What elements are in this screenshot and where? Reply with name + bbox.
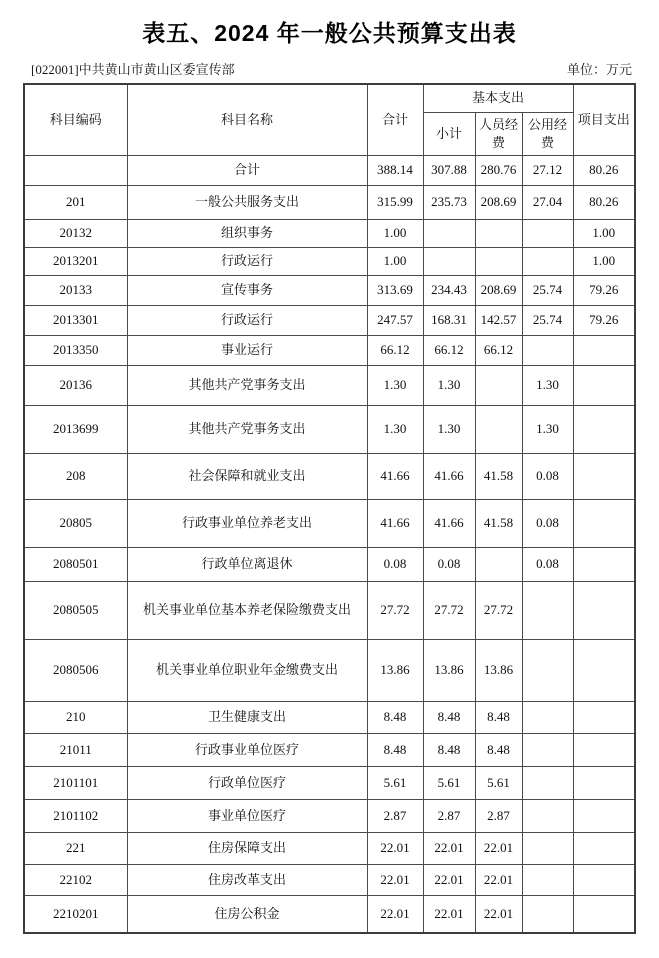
cell-subject-code: 221 xyxy=(24,832,127,864)
cell-subject-name: 其他共产党事务支出 xyxy=(127,365,367,405)
cell-subject-name: 行政单位医疗 xyxy=(127,766,367,799)
cell-public-funds: 1.30 xyxy=(522,365,573,405)
table-row xyxy=(24,639,635,701)
cell-personnel-funds xyxy=(475,219,522,247)
cell-personnel-funds: 208.69 xyxy=(475,185,522,219)
cell-subtotal: 27.72 xyxy=(423,581,475,639)
cell-personnel-funds: 13.86 xyxy=(475,639,522,701)
cell-subject-code: 2080506 xyxy=(24,639,127,701)
cell-project-expenditure xyxy=(573,895,635,933)
cell-subtotal xyxy=(423,247,475,275)
header-project-expenditure: 项目支出 xyxy=(573,84,635,155)
cell-personnel-funds: 22.01 xyxy=(475,864,522,895)
cell-subtotal: 22.01 xyxy=(423,864,475,895)
table-row xyxy=(24,799,635,832)
cell-subtotal: 234.43 xyxy=(423,275,475,305)
cell-public-funds xyxy=(522,581,573,639)
cell-project-expenditure xyxy=(573,335,635,365)
cell-total: 66.12 xyxy=(367,335,423,365)
table-body xyxy=(24,155,635,933)
cell-total: 2.87 xyxy=(367,799,423,832)
cell-subject-name: 住房公积金 xyxy=(127,895,367,933)
cell-project-expenditure xyxy=(573,799,635,832)
cell-public-funds xyxy=(522,832,573,864)
cell-subject-name: 事业运行 xyxy=(127,335,367,365)
cell-public-funds: 1.30 xyxy=(522,405,573,453)
header-subject-name: 科目名称 xyxy=(127,84,367,155)
cell-personnel-funds: 8.48 xyxy=(475,701,522,733)
cell-total: 0.08 xyxy=(367,547,423,581)
cell-total: 41.66 xyxy=(367,499,423,547)
cell-total: 313.69 xyxy=(367,275,423,305)
cell-public-funds: 25.74 xyxy=(522,305,573,335)
table-row xyxy=(24,832,635,864)
cell-subject-code: 2080501 xyxy=(24,547,127,581)
table-row xyxy=(24,335,635,365)
cell-public-funds: 27.04 xyxy=(522,185,573,219)
cell-total: 22.01 xyxy=(367,864,423,895)
header-subject-code: 科目编码 xyxy=(24,84,127,155)
cell-subtotal: 22.01 xyxy=(423,895,475,933)
table-row xyxy=(24,275,635,305)
cell-personnel-funds: 22.01 xyxy=(475,895,522,933)
cell-total: 1.30 xyxy=(367,365,423,405)
cell-project-expenditure: 1.00 xyxy=(573,247,635,275)
cell-total: 13.86 xyxy=(367,639,423,701)
cell-total: 247.57 xyxy=(367,305,423,335)
table-row xyxy=(24,305,635,335)
cell-public-funds xyxy=(522,799,573,832)
cell-project-expenditure: 1.00 xyxy=(573,219,635,247)
table-row xyxy=(24,247,635,275)
cell-subtotal: 0.08 xyxy=(423,547,475,581)
cell-subtotal: 307.88 xyxy=(423,155,475,185)
cell-subtotal: 5.61 xyxy=(423,766,475,799)
cell-personnel-funds xyxy=(475,365,522,405)
cell-total: 22.01 xyxy=(367,832,423,864)
cell-subject-name: 卫生健康支出 xyxy=(127,701,367,733)
header-personnel-funds: 人员经费 xyxy=(475,112,522,155)
cell-project-expenditure xyxy=(573,405,635,453)
cell-subject-name: 一般公共服务支出 xyxy=(127,185,367,219)
org-code-name: [022001]中共黄山市黄山区委宣传部 xyxy=(31,62,235,77)
cell-subtotal: 8.48 xyxy=(423,701,475,733)
cell-project-expenditure xyxy=(573,581,635,639)
cell-personnel-funds: 280.76 xyxy=(475,155,522,185)
cell-subject-name: 行政事业单位养老支出 xyxy=(127,499,367,547)
cell-project-expenditure xyxy=(573,864,635,895)
cell-subject-code: 2013699 xyxy=(24,405,127,453)
table-row xyxy=(24,895,635,933)
cell-subtotal: 41.66 xyxy=(423,499,475,547)
table-row xyxy=(24,405,635,453)
page-title: 表五、2024 年一般公共预算支出表 xyxy=(142,20,517,46)
cell-subject-name: 其他共产党事务支出 xyxy=(127,405,367,453)
cell-public-funds xyxy=(522,766,573,799)
cell-project-expenditure xyxy=(573,832,635,864)
table-row xyxy=(24,864,635,895)
table-row xyxy=(24,219,635,247)
cell-subject-code: 20132 xyxy=(24,219,127,247)
cell-personnel-funds: 41.58 xyxy=(475,499,522,547)
cell-subject-name: 事业单位医疗 xyxy=(127,799,367,832)
table-row xyxy=(24,547,635,581)
cell-total: 388.14 xyxy=(367,155,423,185)
cell-subject-code: 20133 xyxy=(24,275,127,305)
cell-subtotal: 41.66 xyxy=(423,453,475,499)
cell-subject-name: 合计 xyxy=(127,155,367,185)
cell-personnel-funds: 27.72 xyxy=(475,581,522,639)
cell-subject-code: 22102 xyxy=(24,864,127,895)
cell-subject-code: 2013350 xyxy=(24,335,127,365)
table-row xyxy=(24,766,635,799)
cell-total: 27.72 xyxy=(367,581,423,639)
cell-total: 5.61 xyxy=(367,766,423,799)
cell-subject-code: 210 xyxy=(24,701,127,733)
cell-personnel-funds: 41.58 xyxy=(475,453,522,499)
cell-subject-code: 2210201 xyxy=(24,895,127,933)
cell-project-expenditure xyxy=(573,499,635,547)
cell-subject-name: 组织事务 xyxy=(127,219,367,247)
cell-subject-name: 住房保障支出 xyxy=(127,832,367,864)
cell-subtotal: 1.30 xyxy=(423,405,475,453)
cell-subtotal: 13.86 xyxy=(423,639,475,701)
table-row xyxy=(24,581,635,639)
cell-project-expenditure: 79.26 xyxy=(573,275,635,305)
cell-subject-code: 20805 xyxy=(24,499,127,547)
cell-subject-name: 机关事业单位基本养老保险缴费支出 xyxy=(127,581,367,639)
table-row xyxy=(24,701,635,733)
cell-personnel-funds: 2.87 xyxy=(475,799,522,832)
cell-personnel-funds: 66.12 xyxy=(475,335,522,365)
cell-total: 22.01 xyxy=(367,895,423,933)
cell-project-expenditure: 80.26 xyxy=(573,185,635,219)
cell-personnel-funds: 142.57 xyxy=(475,305,522,335)
cell-project-expenditure xyxy=(573,766,635,799)
cell-subject-code: 208 xyxy=(24,453,127,499)
cell-subject-name: 住房改革支出 xyxy=(127,864,367,895)
cell-personnel-funds xyxy=(475,247,522,275)
cell-total: 8.48 xyxy=(367,733,423,766)
cell-total: 315.99 xyxy=(367,185,423,219)
cell-subject-name: 机关事业单位职业年金缴费支出 xyxy=(127,639,367,701)
cell-public-funds xyxy=(522,247,573,275)
cell-project-expenditure xyxy=(573,701,635,733)
cell-subject-name: 行政事业单位医疗 xyxy=(127,733,367,766)
cell-project-expenditure xyxy=(573,639,635,701)
cell-public-funds: 0.08 xyxy=(522,453,573,499)
table-row xyxy=(24,453,635,499)
cell-public-funds xyxy=(522,335,573,365)
cell-total: 1.00 xyxy=(367,247,423,275)
table-row xyxy=(24,155,635,185)
cell-personnel-funds: 208.69 xyxy=(475,275,522,305)
cell-subject-code: 2013201 xyxy=(24,247,127,275)
cell-subject-code: 21011 xyxy=(24,733,127,766)
cell-total: 1.00 xyxy=(367,219,423,247)
cell-subtotal xyxy=(423,219,475,247)
cell-public-funds: 0.08 xyxy=(522,547,573,581)
cell-personnel-funds xyxy=(475,547,522,581)
cell-total: 8.48 xyxy=(367,701,423,733)
cell-personnel-funds: 22.01 xyxy=(475,832,522,864)
table-row xyxy=(24,365,635,405)
cell-subject-code: 2101102 xyxy=(24,799,127,832)
cell-subject-code: 20136 xyxy=(24,365,127,405)
unit-label: 单位：万元 xyxy=(566,62,632,77)
cell-project-expenditure xyxy=(573,733,635,766)
table-row xyxy=(24,733,635,766)
cell-public-funds: 27.12 xyxy=(522,155,573,185)
cell-public-funds xyxy=(522,219,573,247)
cell-project-expenditure xyxy=(573,547,635,581)
cell-personnel-funds: 5.61 xyxy=(475,766,522,799)
cell-project-expenditure xyxy=(573,453,635,499)
cell-subtotal: 66.12 xyxy=(423,335,475,365)
cell-project-expenditure: 80.26 xyxy=(573,155,635,185)
cell-subject-code: 201 xyxy=(24,185,127,219)
cell-subtotal: 1.30 xyxy=(423,365,475,405)
table-meta-row xyxy=(25,59,634,78)
cell-subtotal: 235.73 xyxy=(423,185,475,219)
cell-public-funds xyxy=(522,701,573,733)
cell-public-funds xyxy=(522,639,573,701)
cell-subject-name: 行政运行 xyxy=(127,305,367,335)
cell-project-expenditure xyxy=(573,365,635,405)
cell-subject-name: 行政运行 xyxy=(127,247,367,275)
header-total: 合计 xyxy=(367,84,423,155)
cell-subtotal: 168.31 xyxy=(423,305,475,335)
cell-personnel-funds xyxy=(475,405,522,453)
header-basic-expenditure-group: 基本支出 xyxy=(423,84,573,112)
cell-personnel-funds: 8.48 xyxy=(475,733,522,766)
budget-expenditure-table xyxy=(23,83,636,934)
cell-total: 1.30 xyxy=(367,405,423,453)
cell-public-funds xyxy=(522,864,573,895)
cell-subject-name: 行政单位离退休 xyxy=(127,547,367,581)
cell-subject-code xyxy=(24,155,127,185)
cell-subtotal: 8.48 xyxy=(423,733,475,766)
cell-subtotal: 22.01 xyxy=(423,832,475,864)
header-public-funds: 公用经费 xyxy=(522,112,573,155)
table-row xyxy=(24,499,635,547)
cell-subtotal: 2.87 xyxy=(423,799,475,832)
cell-public-funds xyxy=(522,733,573,766)
cell-public-funds: 25.74 xyxy=(522,275,573,305)
header-subtotal: 小计 xyxy=(423,112,475,155)
table-row xyxy=(24,185,635,219)
cell-public-funds xyxy=(522,895,573,933)
table-header xyxy=(24,84,635,155)
cell-subject-code: 2080505 xyxy=(24,581,127,639)
cell-public-funds: 0.08 xyxy=(522,499,573,547)
cell-subject-code: 2101101 xyxy=(24,766,127,799)
cell-total: 41.66 xyxy=(367,453,423,499)
cell-subject-name: 宣传事务 xyxy=(127,275,367,305)
cell-project-expenditure: 79.26 xyxy=(573,305,635,335)
cell-subject-code: 2013301 xyxy=(24,305,127,335)
cell-subject-name: 社会保障和就业支出 xyxy=(127,453,367,499)
